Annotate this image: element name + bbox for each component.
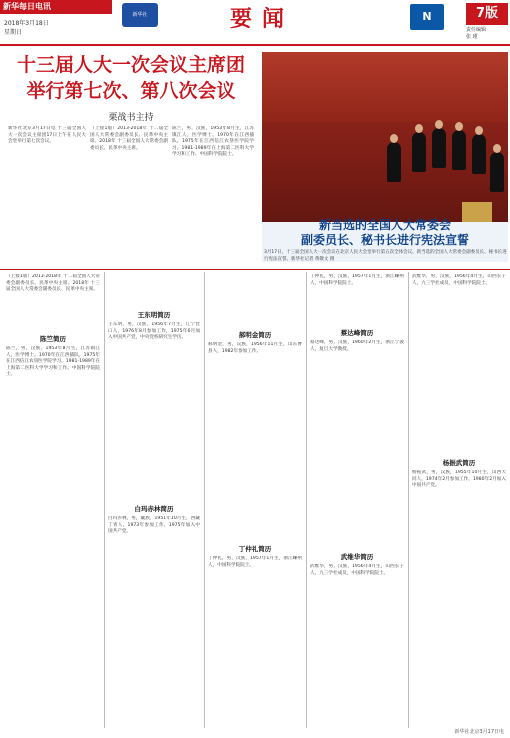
- section-heading-yang-zhenwu: 杨振武简历: [442, 459, 476, 467]
- headline-line-1: 十三届人大一次会议主席团: [16, 54, 245, 76]
- lead-article-col-2: （上接1版）2013-2018年 十二届全国人大常委会副委员长、民革中央主席。2018年 十三届全国人大常委会副委员长、民革中央主席。: [90, 126, 168, 151]
- lead-article-col-1: 新华社北京3月17日电 十三届全国人大一次会议主席团17日上午在人民大会堂举行第七次会议。: [8, 126, 86, 145]
- photo-person-head: [493, 144, 501, 153]
- headline: [8, 52, 254, 104]
- photo-background: [262, 52, 508, 122]
- header-rule: [0, 44, 510, 46]
- photo-person: [452, 130, 466, 170]
- page-number: 7版: [466, 3, 508, 25]
- section-heading-wu-weihua: 武维华简历: [340, 553, 374, 561]
- bio-text-cai-dafeng: 蔡达峰，男，汉族，1960年2月生，浙江宁波人，复旦大学教授。: [310, 340, 404, 352]
- section-title: 要闻: [230, 6, 295, 32]
- issue-date: 2018年3月18日: [4, 20, 49, 27]
- section-divider: [0, 269, 510, 270]
- section-heading-ding-zhongli: 丁仲礼简历: [238, 545, 272, 553]
- lead-article-col-3: 陈竺，男，汉族，1953年8月生，江苏镇江人，医学博士。1970年在江西插队，1975年在江西信江农垦医学院学习。1981-1989年在上海第二医科大学学习和工作。中国科学院院士。: [172, 126, 254, 158]
- bio-text-wu-weihua: 武维华，男，汉族，1956年4月生，山西长子人，九三学社成员，中国科学院院士。: [310, 564, 404, 576]
- bio-text: （上接1版）2013-2018年 十二届全国人大常委会副委员长、民革中央主席。2018年 十三届全国人大常委会副委员长、民革中央主席。: [6, 274, 100, 293]
- xinhua-logo-icon: 新华社: [122, 3, 158, 27]
- caption-title-line-1: 新当选的全国人大常委会: [318, 218, 451, 232]
- photo-person: [490, 152, 504, 192]
- brand-name: 新华每日电讯: [0, 0, 112, 14]
- news-photo: [262, 52, 508, 242]
- editor-credit: 责任编辑 张 瑾: [466, 27, 487, 40]
- bio-text-wang-dongming: 王东明，男，汉族，1956年7月生，辽宁营口人，1976年8月参加工作，1975年6月加入中国共产党，中央党校研究生学历。: [108, 322, 200, 341]
- column-rule: [104, 272, 105, 728]
- headline-line-2: 举行第七次、第八次会议: [26, 80, 236, 102]
- bio-text-chen-zhu: 陈竺，男，汉族，1953年8月生，江苏镇江人，医学博士。1970年在江西插队，1975年在江西信江农垦医学院学习。1981-1989年在上海第二医科大学学习和工作。中国科学院院士。: [6, 346, 100, 378]
- photo-person-head: [455, 122, 463, 131]
- photo-caption-text: 3月17日，十三届全国人大一次会议在北京人民大会堂举行第五次全体会议。新当选的全国人大常委会副委员长、秘书长进行宪法宣誓。新华社记者 黄敬文 摄: [264, 250, 507, 262]
- column-rule: [306, 272, 307, 728]
- section-heading-baima-chilin: 白玛赤林简历: [134, 505, 174, 513]
- section-heading-wang-dongming: 王东明简历: [137, 311, 171, 319]
- column-rule: [408, 272, 409, 728]
- section-heading-chen-zhu: 陈竺简历: [40, 335, 66, 343]
- issue-weekday: 星期日: [4, 29, 23, 36]
- photo-caption-title: [262, 218, 508, 248]
- column-rule: [204, 272, 205, 728]
- masthead: [0, 0, 510, 46]
- photo-person-head: [390, 134, 398, 143]
- section-heading-hao-mingjin: 郝明金简历: [238, 331, 272, 339]
- photo-person: [472, 134, 486, 174]
- bio-text-ding-zhongli: 丁仲礼，男，汉族，1957年1月生，浙江嵊州人，中国科学院院士。: [208, 556, 302, 568]
- photo-person-head: [435, 120, 443, 129]
- photo-person: [432, 128, 446, 168]
- bio-text-continued-2: 武维华，男，汉族，1956年4月生，山西长子人，九三学社成员，中国科学院院士。: [412, 274, 506, 286]
- footer-credit: 新华社北京3月17日电: [454, 729, 504, 735]
- bio-text-baima-chilin: 白玛赤林，男，藏族，1951年10月生，西藏丁青人，1973年参加工作，1975年加入中国共产党。: [108, 516, 200, 535]
- n-logo-icon: N: [410, 4, 444, 30]
- bio-text-continued: 丁仲礼，男，汉族，1957年1月生，浙江嵊州人，中国科学院院士。: [310, 274, 404, 286]
- caption-title-line-2: 副委员长、秘书长进行宪法宣誓: [300, 233, 469, 247]
- bio-text-hao-mingjin: 郝明金，男，汉族，1956年11月生，山东曹县人，1982年参加工作。: [208, 342, 302, 354]
- bio-text-yang-zhenwu: 杨振武，男，汉族，1955年10月生，山西大同人，1974年2月参加工作，1980年2月加入中国共产党。: [412, 470, 506, 489]
- subheadline: 栗战书主持: [108, 113, 154, 123]
- photo-person-head: [415, 124, 423, 133]
- photo-person: [412, 132, 426, 172]
- photo-person-head: [475, 126, 483, 135]
- section-heading-cai-dafeng: 蔡达峰简历: [340, 329, 374, 337]
- photo-person: [387, 142, 401, 182]
